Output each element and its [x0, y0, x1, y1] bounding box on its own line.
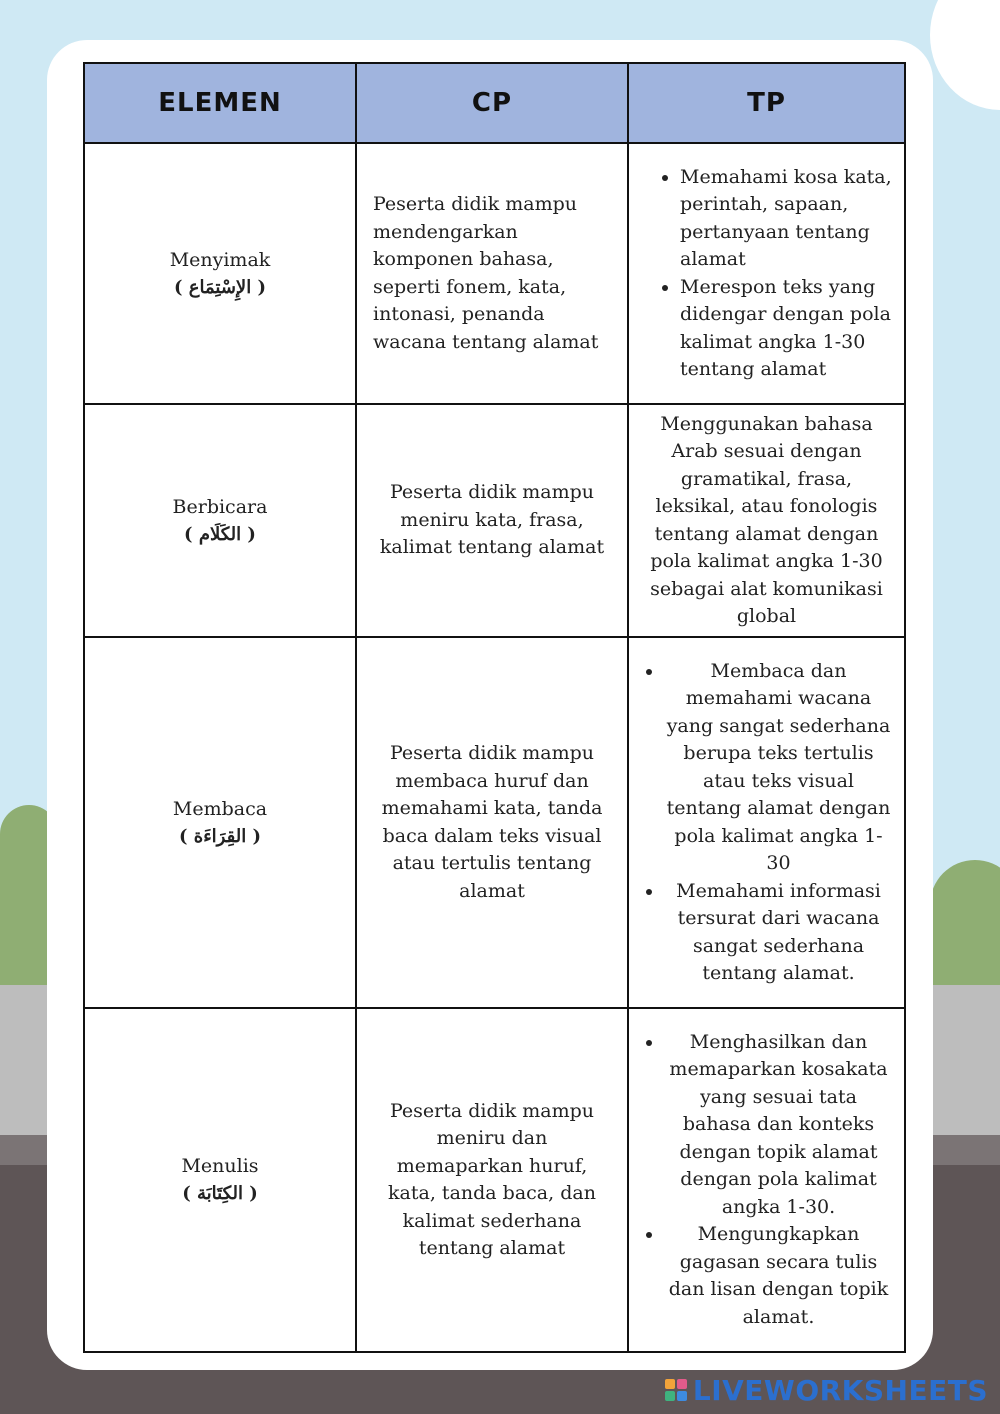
logo-square	[677, 1391, 687, 1401]
elemen-cell	[84, 1008, 356, 1352]
cp-cell: Peserta didik mampu membaca huruf dan memahami kata, tanda baca dalam teks visual atau tertulis tentang alamat	[356, 637, 628, 1008]
tp-list	[630, 164, 903, 384]
elemen-arabic: ( الكَلَام )	[184, 523, 256, 545]
tp-cell	[628, 637, 905, 1008]
table-row	[84, 404, 905, 637]
elemen-arabic: ( القِرَاءَة )	[179, 825, 261, 847]
tp-cell: Menggunakan bahasa Arab sesuai dengan gramatikal, frasa, leksikal, atau fonologis tentang alamat dengan pola kalimat angka 1-30 sebagai alat komunikasi global	[628, 404, 905, 637]
table-row	[84, 1008, 905, 1352]
brand-name: LIVEWORKSHEETS	[692, 1373, 988, 1407]
tp-item: • Mengungkapkan gagasan secara tulis dan lisan dengan topik alamat.	[664, 1221, 893, 1331]
bush	[930, 860, 1000, 1000]
logo-icon	[665, 1379, 687, 1401]
tp-item: • Merespon teks yang didengar dengan pola kalimat angka 1-30 tentang alamat	[680, 274, 893, 384]
logo-square	[665, 1379, 675, 1389]
elemen-arabic: ( الكِتَابَة )	[182, 1183, 258, 1204]
elemen-cell	[84, 404, 356, 637]
table-header-row	[84, 63, 905, 143]
cp-cell: Peserta didik mampu mendengarkan komponen bahasa, seperti fonem, kata, intonasi, penanda wacana tentang alamat	[356, 143, 628, 404]
header-cp: CP	[356, 63, 628, 143]
tp-item: • Membaca dan memahami wacana yang sangat sederhana berupa teks tertulis atau teks visual tentang alamat dengan pola kalimat angka 1-30	[664, 658, 893, 878]
cp-cell: Peserta didik mampu meniru kata, frasa, kalimat tentang alamat	[356, 404, 628, 637]
curriculum-table	[83, 62, 906, 1353]
cp-cell: Peserta didik mampu meniru dan memaparkan huruf, kata, tanda baca, dan kalimat sederhana tentang alamat	[356, 1008, 628, 1352]
elemen-cell	[84, 143, 356, 404]
tp-list	[630, 1029, 903, 1332]
elemen-name: Membaca	[172, 797, 268, 820]
tp-item: • Memahami kosa kata, perintah, sapaan, pertanyaan tentang alamat	[680, 164, 893, 274]
tp-cell	[628, 143, 905, 404]
logo-square	[677, 1379, 687, 1389]
header-elemen: ELEMEN	[84, 63, 356, 143]
tp-item: • Memahami informasi tersurat dari wacana sangat sederhana tentang alamat.	[664, 878, 893, 988]
elemen-cell	[84, 637, 356, 1008]
table-row	[84, 637, 905, 1008]
tp-item: • Menghasilkan dan memaparkan kosakata yang sesuai tata bahasa dan konteks dengan topik alamat dengan pola kalimat angka 1-30.	[664, 1029, 893, 1222]
elemen-name: Menulis	[181, 1155, 259, 1177]
logo-square	[665, 1391, 675, 1401]
header-tp: TP	[628, 63, 905, 143]
elemen-name: Berbicara	[172, 495, 268, 518]
liveworksheets-logo[interactable]	[665, 1372, 988, 1408]
elemen-arabic: ( الإِسْتِمَاع )	[174, 276, 266, 298]
elemen-name: Menyimak	[169, 248, 271, 271]
tp-list	[630, 658, 903, 988]
table-row	[84, 143, 905, 404]
tp-cell	[628, 1008, 905, 1352]
